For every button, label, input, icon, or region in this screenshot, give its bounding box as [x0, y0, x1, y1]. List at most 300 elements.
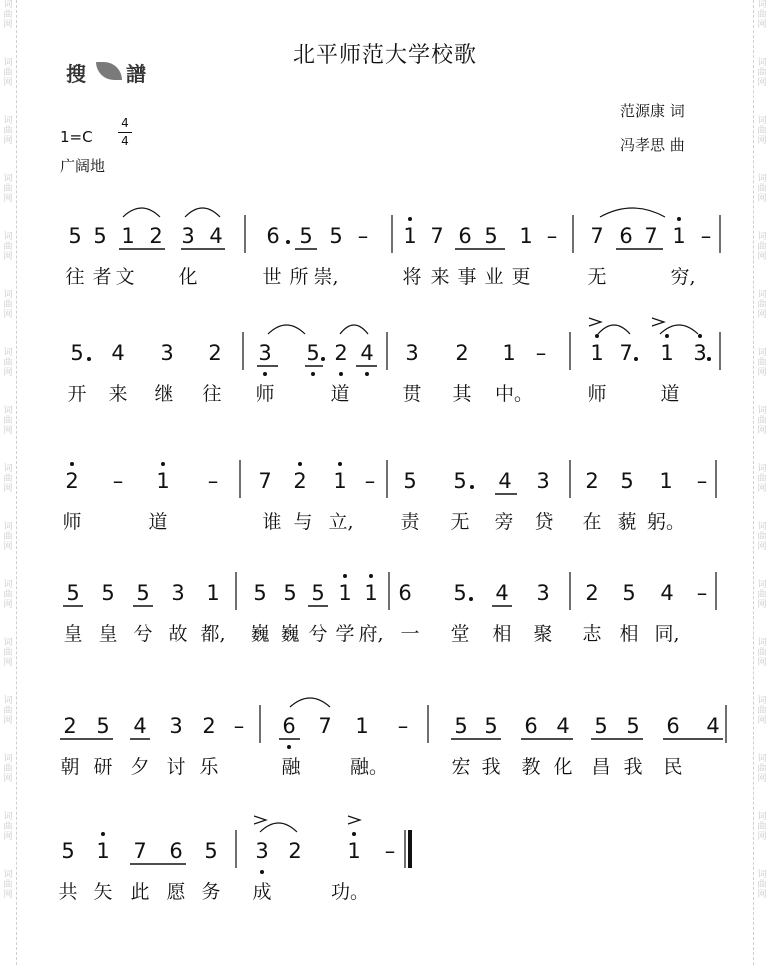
note: 4 — [360, 341, 374, 365]
watermark-glyph: 网 — [757, 78, 767, 88]
watermark-glyph: 网 — [757, 542, 767, 552]
note: 7 — [430, 224, 444, 248]
watermark-glyph: 网 — [757, 658, 767, 668]
watermark-glyph: 网 — [3, 658, 13, 668]
time-signature-bottom: 4 — [121, 134, 129, 148]
slur — [660, 325, 698, 334]
note: 6 — [282, 714, 296, 738]
octave-dot-below — [311, 372, 315, 376]
lyric-syllable: 宏 — [451, 756, 471, 778]
note: 3 — [258, 341, 272, 365]
watermark-glyph: 词 — [757, 348, 767, 358]
note: 5 — [70, 341, 84, 365]
note: 1 — [121, 224, 135, 248]
watermark-glyph: 词 — [3, 638, 13, 648]
lyric-syllable: 崇, — [313, 266, 339, 288]
watermark-glyph: 网 — [3, 78, 13, 88]
note: 3 — [536, 581, 550, 605]
augmentation-dot — [470, 485, 474, 489]
note: 7 — [644, 224, 658, 248]
lyric-syllable: 相 — [492, 623, 512, 645]
lyric-syllable: 巍 — [250, 623, 270, 645]
lyric-syllable: 事 — [457, 266, 477, 288]
note: 5 — [204, 839, 218, 863]
lyric-syllable: 所 — [289, 266, 309, 288]
note: – — [700, 224, 712, 248]
note: – — [112, 469, 124, 493]
lyric-syllable: 夕 — [130, 756, 150, 778]
watermark-glyph: 网 — [3, 774, 13, 784]
note: 2 — [585, 581, 599, 605]
lyric-syllable: 此 — [130, 881, 150, 903]
slur — [598, 325, 630, 334]
lyric-syllable: 道 — [330, 383, 350, 405]
note: – — [384, 839, 396, 863]
watermark-glyph: 词 — [3, 406, 13, 416]
watermark-glyph: 网 — [757, 832, 767, 842]
slur — [123, 208, 160, 217]
lyric-syllable: 同, — [654, 623, 680, 645]
note: 5 — [299, 224, 313, 248]
watermark-glyph: 曲 — [3, 764, 13, 774]
note: 2 — [65, 469, 79, 493]
note: 5 — [484, 224, 498, 248]
lyric-syllable: 学 — [335, 623, 355, 645]
lyric-syllable: 更 — [511, 266, 531, 288]
note: – — [696, 469, 708, 493]
note: 6 — [666, 714, 680, 738]
lyric-syllable: 民 — [663, 756, 683, 778]
slur — [290, 698, 330, 707]
lyric-syllable: 乐 — [199, 756, 219, 778]
watermark-glyph: 曲 — [3, 358, 13, 368]
octave-dot-below — [260, 870, 264, 874]
lyric-syllable: 巍 — [280, 623, 300, 645]
lyric-syllable: 其 — [452, 383, 472, 405]
lyric-syllable: 相 — [619, 623, 639, 645]
note: 5 — [93, 224, 107, 248]
note: – — [233, 714, 245, 738]
lyric-syllable: 都, — [200, 623, 226, 645]
lyric-syllable: 功。 — [330, 881, 370, 903]
note: 3 — [171, 581, 185, 605]
watermark-glyph: 网 — [757, 20, 767, 30]
lyric-syllable: 矢 — [93, 881, 113, 903]
note: 6 — [619, 224, 633, 248]
note: 5 — [594, 714, 608, 738]
watermark-glyph: 词 — [757, 464, 767, 474]
lyric-syllable: 来 — [108, 383, 128, 405]
lyric-syllable: 故 — [168, 623, 188, 645]
note: 5 — [253, 581, 267, 605]
note: 1 — [347, 839, 361, 863]
note: – — [397, 714, 409, 738]
note: 5 — [620, 469, 634, 493]
watermark-glyph: 网 — [3, 542, 13, 552]
watermark-glyph: 网 — [3, 484, 13, 494]
note: 2 — [455, 341, 469, 365]
watermark-glyph: 曲 — [3, 416, 13, 426]
watermark-glyph: 词 — [757, 522, 767, 532]
note: 5 — [484, 714, 498, 738]
note: – — [535, 341, 547, 365]
note: 5 — [622, 581, 636, 605]
note: 4 — [706, 714, 720, 738]
note: 1 — [333, 469, 347, 493]
watermark-glyph: 网 — [757, 774, 767, 784]
lyric-syllable: 责 — [400, 511, 420, 533]
watermark-glyph: 曲 — [757, 242, 767, 252]
note: 6 — [524, 714, 538, 738]
watermark-glyph: 词 — [757, 232, 767, 242]
note: 5 — [454, 714, 468, 738]
note: 5 — [329, 224, 343, 248]
watermark-glyph: 曲 — [3, 648, 13, 658]
note: 5 — [68, 224, 82, 248]
watermark-glyph: 网 — [3, 890, 13, 900]
note: 2 — [585, 469, 599, 493]
octave-dot-above — [677, 217, 681, 221]
note: 2 — [334, 341, 348, 365]
watermark-glyph: 词 — [757, 696, 767, 706]
watermark-glyph: 词 — [3, 870, 13, 880]
augmentation-dot — [321, 357, 325, 361]
note: 5 — [136, 581, 150, 605]
score-row — [67, 318, 720, 405]
watermark-glyph: 网 — [757, 194, 767, 204]
watermark-glyph: 词 — [757, 754, 767, 764]
note: – — [546, 224, 558, 248]
lyric-syllable: 师 — [255, 383, 275, 405]
note: 3 — [169, 714, 183, 738]
lyric-syllable: 皇 — [63, 623, 83, 645]
note: 2 — [208, 341, 222, 365]
note: 4 — [498, 469, 512, 493]
watermark-glyph: 词 — [757, 174, 767, 184]
watermark-glyph: 网 — [757, 716, 767, 726]
score-row — [58, 816, 410, 903]
watermark-glyph: 网 — [3, 252, 13, 262]
tempo-marking: 广阔地 — [60, 157, 106, 175]
octave-dot-above — [665, 334, 669, 338]
watermark-glyph: 曲 — [757, 10, 767, 20]
note: 1 — [659, 469, 673, 493]
lyric-syllable: 世 — [262, 266, 282, 288]
lyric-syllable: 兮 — [133, 623, 153, 645]
note: – — [207, 469, 219, 493]
watermark-glyph: 网 — [3, 368, 13, 378]
note: 4 — [133, 714, 147, 738]
watermark-glyph: 曲 — [3, 242, 13, 252]
note: 1 — [519, 224, 533, 248]
note: 6 — [266, 224, 280, 248]
note: 2 — [202, 714, 216, 738]
watermark-glyph: 网 — [3, 716, 13, 726]
watermark-glyph: 词 — [3, 522, 13, 532]
octave-dot-above — [161, 462, 165, 466]
lyric-syllable: 立, — [328, 511, 354, 533]
watermark-glyph: 词 — [757, 406, 767, 416]
accent-mark — [589, 318, 601, 326]
lyric-syllable: 往 — [65, 266, 85, 288]
score-row — [63, 572, 716, 645]
lyric-syllable: 往 — [202, 383, 222, 405]
watermark-glyph: 词 — [3, 0, 13, 10]
octave-dot-below — [287, 745, 291, 749]
watermark-glyph: 曲 — [3, 68, 13, 78]
slur — [268, 325, 305, 334]
watermark-glyph: 曲 — [757, 68, 767, 78]
lyric-syllable: 化 — [178, 266, 198, 288]
lyric-syllable: 融 — [281, 756, 301, 778]
note: 5 — [61, 839, 75, 863]
lyric-syllable: 讨 — [166, 756, 186, 778]
watermark-glyph: 网 — [757, 484, 767, 494]
note: 5 — [403, 469, 417, 493]
lyric-syllable: 业 — [484, 266, 504, 288]
lyric-syllable: 朝 — [60, 756, 80, 778]
note: 3 — [405, 341, 419, 365]
lyric-syllable: 将 — [402, 266, 422, 288]
note: 5 — [66, 581, 80, 605]
watermark-glyph: 词 — [3, 754, 13, 764]
accent-mark — [652, 318, 664, 326]
lyric-syllable: 融。 — [349, 756, 389, 778]
lyric-syllable: 皇 — [98, 623, 118, 645]
lyric-syllable: 穷, — [670, 266, 696, 288]
watermark-glyph: 词 — [757, 0, 767, 10]
watermark-glyph: 曲 — [3, 126, 13, 136]
lyric-syllable: 道 — [148, 511, 168, 533]
lyric-syllable: 兮 — [308, 623, 328, 645]
watermark-glyph: 曲 — [757, 300, 767, 310]
score-row — [62, 460, 716, 533]
watermark-glyph: 词 — [757, 638, 767, 648]
watermark-glyph: 词 — [3, 174, 13, 184]
watermark-glyph: 曲 — [757, 880, 767, 890]
note: 1 — [660, 341, 674, 365]
lyric-syllable: 我 — [623, 756, 643, 778]
octave-dot-above — [101, 832, 105, 836]
note: 4 — [209, 224, 223, 248]
augmentation-dot — [469, 597, 473, 601]
watermark-glyph: 网 — [3, 136, 13, 146]
watermark-glyph: 网 — [757, 368, 767, 378]
watermark-glyph: 曲 — [3, 184, 13, 194]
note: 1 — [96, 839, 110, 863]
watermark-glyph: 曲 — [757, 822, 767, 832]
watermark-glyph: 曲 — [757, 416, 767, 426]
note: – — [357, 224, 369, 248]
watermark-glyph: 曲 — [3, 822, 13, 832]
watermark-glyph: 曲 — [3, 880, 13, 890]
watermark-glyph: 曲 — [757, 706, 767, 716]
watermark-glyph: 词 — [757, 812, 767, 822]
note: 5 — [96, 714, 110, 738]
note: 3 — [693, 341, 707, 365]
watermark-glyph: 词 — [3, 348, 13, 358]
watermark-glyph: 词 — [3, 464, 13, 474]
slur — [185, 208, 220, 217]
note: 5 — [626, 714, 640, 738]
logo-text-sou: 搜 — [66, 62, 86, 86]
lyric-syllable: 贯 — [402, 383, 422, 405]
lyric-syllable: 开 — [67, 383, 87, 405]
watermark-glyph: 网 — [3, 194, 13, 204]
note: 4 — [111, 341, 125, 365]
logo-text-pu: 譜 — [126, 62, 146, 86]
note: 1 — [403, 224, 417, 248]
note: 5 — [101, 581, 115, 605]
note: 7 — [318, 714, 332, 738]
note: 5 — [453, 469, 467, 493]
note: 1 — [502, 341, 516, 365]
lyric-syllable: 者 — [92, 266, 112, 288]
lyric-syllable: 中。 — [494, 383, 534, 405]
note: 6 — [169, 839, 183, 863]
note: 4 — [556, 714, 570, 738]
score-row — [65, 208, 720, 288]
watermark-glyph: 曲 — [757, 474, 767, 484]
lyric-syllable: 师 — [62, 511, 82, 533]
lyric-syllable: 师 — [587, 383, 607, 405]
lyricist-credit: 范源康 词 — [620, 102, 685, 120]
song-title: 北平师范大学校歌 — [292, 43, 477, 68]
note: 5 — [311, 581, 325, 605]
octave-dot-above — [698, 334, 702, 338]
watermark-glyph: 曲 — [757, 126, 767, 136]
accent-mark — [254, 816, 266, 824]
watermark-glyph: 词 — [757, 290, 767, 300]
watermark-glyph: 网 — [3, 20, 13, 30]
watermark-glyph: 网 — [3, 310, 13, 320]
watermark-glyph: 网 — [3, 600, 13, 610]
watermark-glyph: 网 — [757, 136, 767, 146]
watermark-glyph: 网 — [757, 890, 767, 900]
note: 3 — [181, 224, 195, 248]
watermark-glyph: 网 — [3, 426, 13, 436]
augmentation-dot — [87, 357, 91, 361]
note: 2 — [293, 469, 307, 493]
lyric-syllable: 教 — [521, 756, 541, 778]
lyric-syllable: 无 — [450, 511, 470, 533]
note: 7 — [258, 469, 272, 493]
time-signature-top: 4 — [121, 116, 129, 130]
lyric-syllable: 务 — [201, 881, 221, 903]
octave-dot-below — [365, 372, 369, 376]
note: – — [696, 581, 708, 605]
octave-dot-above — [369, 574, 373, 578]
lyric-syllable: 躬。 — [646, 511, 686, 533]
watermark-glyph: 词 — [757, 58, 767, 68]
note: 1 — [355, 714, 369, 738]
octave-dot-above — [343, 574, 347, 578]
key-signature: 1=C — [60, 128, 93, 146]
watermark-glyph: 曲 — [757, 184, 767, 194]
watermark-glyph: 曲 — [3, 474, 13, 484]
slur — [340, 325, 368, 334]
note: 1 — [156, 469, 170, 493]
watermark-glyph: 网 — [757, 426, 767, 436]
lyric-syllable: 志 — [582, 623, 602, 645]
lyric-syllable: 藐 — [617, 511, 637, 533]
lyric-syllable: 共 — [58, 881, 78, 903]
note: 3 — [255, 839, 269, 863]
note: 1 — [338, 581, 352, 605]
lyric-syllable: 研 — [93, 756, 113, 778]
watermark-glyph: 曲 — [757, 590, 767, 600]
note: 1 — [206, 581, 220, 605]
note: – — [364, 469, 376, 493]
note: 3 — [536, 469, 550, 493]
watermark-glyph: 词 — [3, 696, 13, 706]
octave-dot-above — [408, 217, 412, 221]
lyric-syllable: 我 — [481, 756, 501, 778]
watermark-glyph: 曲 — [757, 648, 767, 658]
note: 7 — [619, 341, 633, 365]
watermark-glyph: 词 — [3, 290, 13, 300]
lyric-syllable: 府, — [358, 623, 384, 645]
lyric-syllable: 继 — [154, 383, 174, 405]
watermark-glyph: 词 — [3, 580, 13, 590]
slur — [600, 208, 665, 217]
lyric-syllable: 一 — [400, 623, 420, 645]
watermark-glyph: 词 — [757, 580, 767, 590]
note: 3 — [160, 341, 174, 365]
augmentation-dot — [634, 357, 638, 361]
note: 6 — [458, 224, 472, 248]
lyric-syllable: 在 — [582, 511, 602, 533]
note: 5 — [306, 341, 320, 365]
accent-mark — [348, 816, 360, 824]
watermark-glyph: 曲 — [3, 590, 13, 600]
lyric-syllable: 堂 — [450, 623, 470, 645]
lyric-syllable: 来 — [430, 266, 450, 288]
note: 1 — [672, 224, 686, 248]
note: 2 — [63, 714, 77, 738]
note: 7 — [133, 839, 147, 863]
lyric-syllable: 昌 — [591, 756, 611, 778]
octave-dot-above — [595, 334, 599, 338]
watermark-glyph: 曲 — [3, 10, 13, 20]
octave-dot-below — [339, 372, 343, 376]
watermark-glyph: 曲 — [757, 764, 767, 774]
lyric-syllable: 化 — [553, 756, 573, 778]
score-row — [60, 698, 726, 778]
watermark-glyph: 词 — [3, 58, 13, 68]
note: 5 — [453, 581, 467, 605]
lyric-syllable: 愿 — [166, 881, 186, 903]
lyric-syllable: 谁 — [262, 511, 282, 533]
note: 6 — [398, 581, 412, 605]
octave-dot-above — [298, 462, 302, 466]
watermark-glyph: 词 — [757, 870, 767, 880]
watermark-glyph: 词 — [3, 232, 13, 242]
note: 7 — [590, 224, 604, 248]
lyric-syllable: 道 — [660, 383, 680, 405]
lyric-syllable: 旁 — [494, 511, 514, 533]
watermark-glyph: 网 — [757, 252, 767, 262]
lyric-syllable: 成 — [252, 881, 272, 903]
watermark-glyph: 曲 — [3, 300, 13, 310]
note: 1 — [364, 581, 378, 605]
note: 2 — [288, 839, 302, 863]
lyric-syllable: 文 — [115, 266, 135, 288]
score-rows — [58, 208, 726, 903]
note: 5 — [283, 581, 297, 605]
watermark-glyph: 曲 — [3, 706, 13, 716]
octave-dot-above — [352, 832, 356, 836]
